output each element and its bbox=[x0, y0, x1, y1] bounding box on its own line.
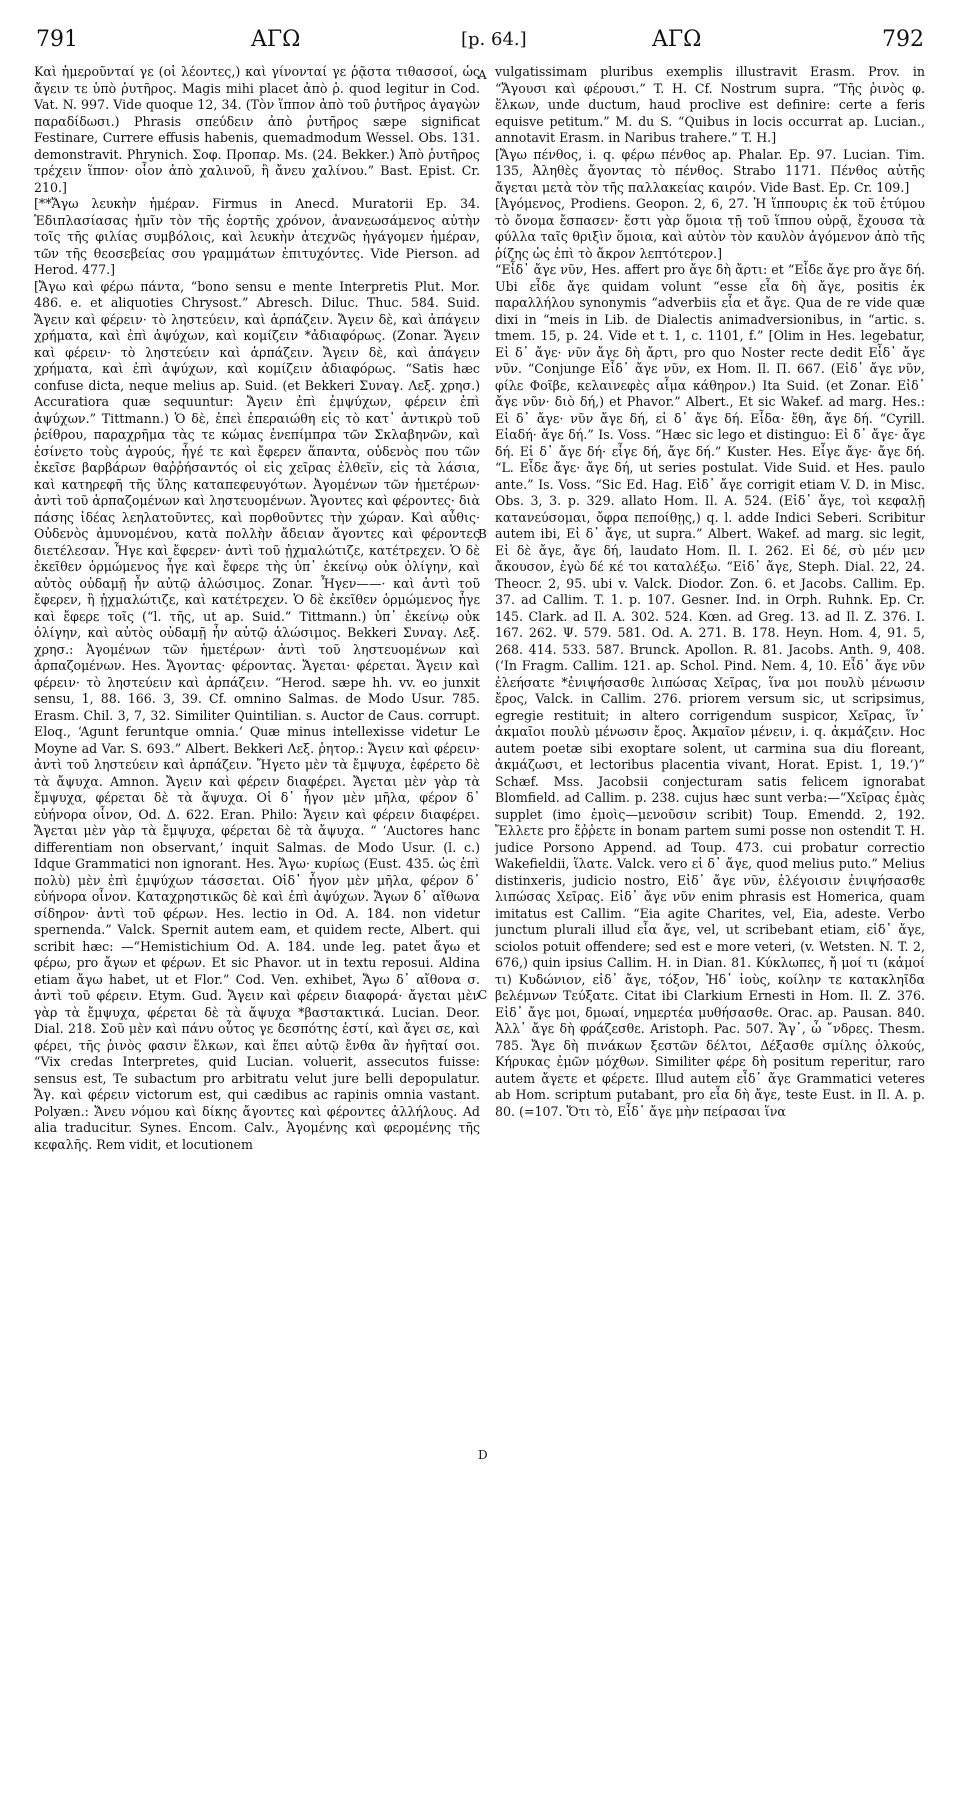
right-paragraph: “Εἶδ᾽ ἄγε νῦν, Hes. affert pro ἄγε δὴ ἄρτι: et “Εἶδε ἄγε pro ἄγε δή. Ubi εἶδε ἄγε quidam volunt “esse εἶα δὴ ἄγε, positis ἐκ παραλλήλου synonymis “adverbiis εἶα et ἄγε. Qua de re vide quæ dixi in “meis in Lib. de Dialectis animadversionibus, in “artic. s. tmem. 15, p. 24. Vide et t. 1, c. 1101, f.” [Olim in Hes. legebatur, Εἰ δ᾽ ἄγε· νῦν ἄγε δὴ ἄρτι, pro quo Noster recte dedit Εἶδ᾽ ἄγε νῦν. “Conjunge Εἶδ᾽ ἄγε νῦν, ex Hom. Il. Π. 667. (Εἰδ᾽ ἄγε νῦν, φίλε Φοῖβε, κελαινεφὲς αἷμα κάθηρον.) Ita Suid. (et Zonar. Εἰδ᾽ ἄγε νῦν· διὸ δή,) et Phavor.” Albert., Et sic Wakef. ad marg. Hes.: Εἰ δ᾽ ἄγε· νῦν ἄγε δή, εἰ δ᾽ ἄγε δή. Εἶδα· ἔθη, ἄγε δή. “Cyrill. Εἰαδή· ἄγε δή.” Is. Voss. “Hæc sic lego et distinguo: Εἰ δ᾽ ἄγε· ἄγε δή. Εἰ δ᾽ ἄγε δή· εἶγε δή, ἄγε δή.” Kuster. Hes. Εἶγε ἄγε· ἄγε δή. “L. Εἶδε ἄγε· ἄγε δή, ut series postulat. Vide Suid. et Hes. paulo ante.” Is. Voss. “Sic Ed. Hag. Εἰδ᾽ ἄγε corrigit etiam V. D. in Misc. Obs. 3, 3. p. 329. allato Hom. Il. A. 524. (Εἰδ᾽ ἄγε, τοὶ κεφαλῇ κατανεύσομαι, ὄφρα πεποίθῃς,) q. l. adde Indici Seberi. Scribitur autem ibi, Εἰ δ᾽ ἄγε, ut supra.” Albert. Wakef. ad marg. sic legit, Εἰ δὲ ἄγε, ἄγε δή, laudato Hom. Il. I. 262. Εἰ δέ, σὺ μέν μεν ἄκουσον, ἐγὼ δέ κέ τοι καταλέξω. “Εἰδ᾽ ἄγε, Steph. Dial. 22, 24. Theocr. 2, 95. ubi v. Valck. Diodor. Zon. 6. et Jacobs. Callim. Ep. 37. ad Callim. T. 1. p. 107. Gesner. Ind. in Orph. Ruhnk. Ep. Cr. 145. Clark. ad Il. A. 302. 524. Kœn. ad Greg. 13. ad Il. Z. 376. I. 167. 262. Ψ. 579. 581. Od. A. 271. B. 178. Heyn. Hom. 4, 91. 5, 268. 414. 533. 587. Brunck. Apollon. R. 81. Jacobs. Anth. 9, 408. (‘In Fragm. Callim. 121. ap. Schol. Pind. Nem. 4, 10. Εἶδ᾽ ἄγε νῦν ἐλεήσατε *ἐνιψήσασθε λιπώσας Χεῖρας, ἵνα μοι πουλὺ μένωσιν ἔρος, Valck. in Callim. 276. priorem versum sic, ut scripsimus, egregie restituit; in altero corrigendum suspicor, Χεῖρας, ἵν᾽ ἀκμαῖοι πουλὺ μένωσιν ἔρος. Ἀκμαῖον μένειν, i. q. ἀκμάζειν. Hoc autem poetæ sibi exoptare solent, ut carmina sua diu floreant, ἀκμάζωσι, et lectoribus placentia vivant, Horat. Epist. 1, 19.’)” Schæf. Mss. Jacobsii conjecturam satis felicem ignorabat Blomfield. ad Callim. p. 238. cujus hæc sunt verba:—“Χεῖρας ἐμὰς supplet (imo ἐμοὶς—μενοῦσιν scribit) Toup. Emendd. 2, 192. Ἔλλετε pro ἔῤῥετε in bonam partem sumi posse non ostendit T. H. judice Porsono Append. ad Toup. 473. cui probatur correctio Wakefieldii, ἵλατε. Valck. vero εἰ δ᾽ ἄγε, quod melius puto.” Melius distinxeris, judicio nostro, Εἰδ᾽ ἄγε νῦν, ἐλέγοισιν ἐνιψήσασθε λιπώσας Χεῖρας. Εἰδ᾽ ἄγε νῦν enim phrasis est Homerica, quam imitatus est Callim. “Eia agite Charites, vel, Eia, adeste. Verbo junctum plurali illud εἶα ἄγε, vel, ut scribebant etiam, εἰδ᾽ ἄγε, sciolos potuit offendere; sed est e more veteri, (v. Wetsten. N. T. 2, 676,) quin ipsius Callim. H. in Dian. 81. Κύκλωπες, ἤ μοί τι (κἀμοί τι) Κυδώνιον, εἰδ᾽ ἄγε, τόξον, Ἠδ᾽ ἰοὺς, κοίλην τε κατακληῖδα βελέμνων Τεύξατε. Citat ibi Clarkium Ernesti in Hom. Il. Z. 376. Εἰδ᾽ ἄγε μοι, δμωαί, νημερτέα μυθήσασθε. Orac. ap. Pausan. 840. Ἀλλ᾽ ἄγε δὴ φράζεσθε. Aristoph. Pac. 507. Ἄγ᾽, ὦ ῎νδρες. Thesm. 785. Ἄγε δὴ πινάκων ξεστῶν δέλτοι, Δέξασθε σμίλης ὁλκούς, Κήρυκας ἐμῶν μόχθων. Similiter φέρε δὴ positum reperitur, raro autem ἄγετε et φέρετε. Illud autem εἶδ᾽ ἄγε Grammatici veteres ab Hom. scriptum putabant, pro εἶα δὴ ἄγε, teste Eust. in Il. A. p. 80. (=107. Ὅτι τὸ, Εἶδ᾽ ἄγε μὴν πείρασαι ἵνα bbox=[495, 262, 925, 1119]
right-paragraph: [Ἄγω πένθος, i. q. φέρω πένθος ap. Phalar. Ep. 97. Lucian. Tim. 135, Ἀληθὲς ἄγοντας τὸ πένθος. Strabo 1171. Πένθος αὐτῆς ἄγεται μετὰ τὸν τῆς παλλακείας καιρόν. Vide Bast. Ep. Cr. 109.] bbox=[495, 146, 925, 195]
left-page-number: 791 bbox=[36, 27, 78, 52]
right-running-headword: ΑΓΩ bbox=[652, 27, 702, 52]
margin-letter-d: D bbox=[478, 1448, 488, 1462]
left-running-headword: ΑΓΩ bbox=[251, 27, 301, 52]
left-column bbox=[34, 64, 480, 1784]
margin-letter-b: B bbox=[478, 527, 487, 541]
page-header bbox=[36, 22, 924, 58]
left-paragraph: [**Ἄγω λευκὴν ἡμέραν. Firmus in Anecd. Muratorii Ep. 34. Ἐδιπλασίασας ἡμῖν τὸν τῆς ἑορτῆς χρόνον, ἀνανεωσάμενος αὐτὴν τοῖς τῆς φιλίας συμβόλοις, καὶ λευκὴν ἀτεχνῶς ἠγάγομεν ἡμέραν, τῶν τῆς θεοσεβείας σου γραμμάτων ἐπιτυχόντες. Vide Pierson. ad Herod. 477.] bbox=[34, 196, 480, 277]
right-paragraph: [Ἀγόμενος, Prodiens. Geopon. 2, 6, 27. Ἡ ἵππουρις ἐκ τοῦ ἐτύμου τὸ ὄνομα ἔσπασεν· ἔστι γὰρ ὅμοια τῇ τοῦ ἵππου οὐρᾷ, ἔχουσα τὰ φύλλα ταῖς θριξὶν ὅμοια, καὶ αὐτὸν τὸν καυλὸν ἀγόμενον ἀπὸ τῆς ῥίζης ὡς ἐπὶ τὸ ἄκρον λεπτότερον.] bbox=[495, 196, 925, 261]
center-page-reference: [p. 64.] bbox=[461, 29, 527, 50]
left-paragraph: Καὶ ἡμεροῦνταί γε (οἱ λέοντες,) καὶ γίνονταί γε ῥᾷστα τιθασσοί, ὡς ἄγειν τε ὑπὸ ῥυτῆρος. Magis mihi placet ἀπὸ ῥ. quod legitur in Cod. Vat. N. 997. Vide quoque 12, 34. (Τὸν ἵππον ἀπὸ τοῦ ῥυτῆρος ἀγαγὼν παραδίδωσι.) Phrasis σπεύδειν ἀπὸ ῥυτῆρος sæpe significat Festinare, Currere effusis habenis, quemadmodum Wessel. Obs. 131. demonstravit. Phrynich. Σοφ. Προπαρ. Ms. (24. Bekker.) Ἀπὸ ῥυτῆρος τρέχειν ἵππον· οἷον ἀπὸ χαλινοῦ, ἢ ἄνευ χαλίνου.” Bast. Epist. Cr. 210.] bbox=[34, 64, 480, 195]
left-paragraph: [Ἄγω καὶ φέρω πάντα, “bono sensu e mente Interpretis Plut. Mor. 486. e. et aliquoties Chrysost.” Abresch. Diluc. Thuc. 584. Suid. Ἄγειν καὶ φέρειν· τὸ ληστεύειν, καὶ ἁρπάζειν. Ἄγειν δὲ, καὶ ἀπάγειν χρήματα, καὶ ἐπὶ ἀψύχων, καὶ κομίζειν *ἀδιαφόρως. (Zonar. Ἄγειν καὶ φέρειν· τὸ ληστεύειν καὶ ἁρπάζειν. Ἄγειν δὲ, καὶ ἀπάγειν χρήματα, καὶ ἐπὶ ἀψύχων, καὶ κομίζειν ἀδιαφόρως. “Satis hæc confuse dicta, neque melius ap. Suid. (et Bekkeri Συναγ. Λεξ. χρησ.) Accuratiora quæ sequuntur: Ἄγειν ἐπὶ ἐμψύχων, φέρειν ἐπὶ ἀψύχων.” Tittmann.) Ὁ δὲ, ἐπεὶ ἐπεραιώθη εἰς τὸ κατ᾽ ἀντικρὺ τοῦ ῥείθρου, παραχρῆμα τὰς τε κώμας ἐνεπίμπρα τῶν Σκλαβηνῶν, καὶ ἐσίνετο τοὺς ἀγρούς, ἦγέ τε καὶ ἔφερεν ἅπαντα, οὐδενὸς που τῶν ἐκεῖσε βαρβάρων θαῤῥήσαντός οἱ εἰς χεῖρας ἐλθεῖν, εἰς τὰ λάσια, καὶ κατηρεφῆ τῆς ὕλης καταπεφευγότων. Ἀγομένων τῶν ἡμετέρων· ἀντὶ τοῦ ἁρπαζομένων καὶ ληστευομένων. Ἄγοντες καὶ φέροντες· διὰ πάσης ἰδέας λεηλατοῦντες, καὶ πορθοῦντες τὴν χώραν. Καὶ αὖθις· Οὐδενὸς ἀμυνομένου, κατὰ πολλὴν ἄδειαν ἄγοντες καὶ φέροντες διετέλεσαν. Ἦγε καὶ ἔφερεν· ἀντὶ τοῦ ᾐχμαλώτιζε, κατέτρεχεν. Ὁ δὲ ἐκεῖθεν ὁρμώμενος ἦγε καὶ ἔφερε τὴς ὑπ᾽ ἐκείνῳ οὐκ ὀλίγην, καὶ αὐτὸς οὐδαμῇ ἦν αὐτῷ ἁλώσιμος. Zonar. Ἦγεν——· καὶ ἀντὶ τοῦ ἔφερεν, ἢ ᾐχμαλώτιζε, καὶ κατέτρεχεν. Ὁ δὲ ἐκεῖθεν ὁρμώμενος ἦγε καὶ ἔφερε τοῖς (“l. τῆς, ut ap. Suid.” Tittmann.) ὑπ᾽ ἐκείνῳ οὐκ ὀλίγην, καὶ αὐτὸς οὐδαμῇ ἦν αὐτῷ ἁλώσιμος. Bekkeri Συναγ. Λεξ. χρησ.: Ἀγομένων τῶν ἡμετέρων· ἀντὶ τοῦ ληστευομένων καὶ ἁρπαζομένων. Hes. Ἄγοντας· φέροντας. Ἄγεται· φέρεται. Ἄγειν καὶ φέρειν· τὸ ληστεύειν καὶ ἁρπάζειν. “Herod. sæpe hh. vv. eo junxit sensu, 1, 88. 166. 3, 39. Cf. omnino Salmas. de Modo Usur. 785. Erasm. Chil. 3, 7, 32. Similiter Quintilian. s. Auctor de Caus. corrupt. Eloq., ‘Agunt feruntque omnia.’ Quæ minus intellexisse videtur Le Moyne ad Var. S. 693.” Albert. Bekkeri Λεξ. ῥητορ.: Ἄγειν καὶ φέρειν· ἀντὶ τοῦ ληστεύειν καὶ ἁρπάζειν. Ἤγετο μὲν τὰ ἔμψυχα, ἐφέρετο δὲ τὰ ἄψυχα. Amnon. Ἄγειν καὶ φέρειν διαφέρει. Ἄγεται μὲν γὰρ τὰ ἔμψυχα, φέρεται δὲ τὰ ἄψυχα. Οἱ δ᾽ ἦγον μὲν μῆλα, φέρον δ᾽ εὐήνορα οἶνον, Od. Δ. 622. Eran. Philo: Ἄγειν καὶ φέρειν διαφέρει. Ἄγεται μὲν γὰρ τὰ ἔμψυχα, φέρεται δὲ τὰ ἄψυχα. “ ‘Auctores hanc differentiam non observant,’ inquit Salmas. de Modo Usur. (l. c.) Idque Grammatici non ignorant. Hes. Ἄγω· κυρίως (Eust. 435. ὡς ἐπὶ πολὺ) μὲν ἐπὶ ἐμψύχων τάσσεται. Οἱδ᾽ ἦγον μὲν μῆλα, φέρον δ᾽ εὐήνορα οἶνον. Καταχρηστικῶς δὲ καὶ ἐπὶ ἀψύχων. Ἄγων δ᾽ αἴθωνα σίδηρον· ἀντὶ τοῦ φέρων. Hes. lectio in Od. A. 184. non videtur spernenda.” Valck. Spernit autem eam, et quidem recte, Albert. qui scribit hæc: —“Hemistichium Od. A. 184. unde leg. patet ἄγω et φέρω, pro ἄγων et φέρων. Et sic Phavor. ut in textu reposui. Aldina etiam ἄγω habet, ut et Flor.” Cod. Ven. exhibet, Ἄγω δ᾽ αἴθονα σ. ἀντὶ τοῦ φέρειν. Etym. Gud. Ἄγειν καὶ φέρειν διαφορά· ἄγεται μὲν γὰρ τὰ ἔμψυχα, φέρεται δὲ τὰ ἄψυχα *βαστακτικά. Lucian. Deor. Dial. 218. Σοῦ μὲν καὶ πάνυ οὗτος γε δεσπότης ἐστί, καὶ ἄγει σε, καὶ φέρει, τῆς ῥινὸς φασιν ἕλκων, καὶ ἕπει αὐτῷ ἔνθα ἂν ἡγῆταί σοι. “Vix credas Interpretes, quid Lucian. voluerit, assecutos fuisse: sensus est, Te subactum pro arbitratu velut jure belli depopulatur. Ἄγ. καὶ φέρειν victorum est, qui cædibus ac rapinis omnia vastant. Polyæn.: Ἄνευ νόμου καὶ δίκης ἄγοντες καὶ φέροντες ἀλλήλους. Ad alia traducitur. Synes. Encom. Calv., Ἀγομένης καὶ φερομένης τῆς κεφαλῆς. Rem vidit, et locutionem bbox=[34, 278, 480, 1152]
margin-letter-a: A bbox=[478, 68, 487, 82]
right-paragraph: vulgatissimam pluribus exemplis illustravit Erasm. Prov. in “Ἄγουσι καὶ φέρουσι.” T. H. Cf. Nostrum supra. “Τῆς ῥινὸς φ. ἕλκων, unde ductum, haud proclive est definire: certe a feris equisve petitum.” M. du S. “Quibus in locis occurrat ap. Lucian., annotavit Erasm. in Naribus trahere.” T. H.] bbox=[495, 64, 925, 145]
margin-letter-c: C bbox=[478, 988, 488, 1002]
right-page-number: 792 bbox=[882, 27, 924, 52]
right-column bbox=[495, 64, 925, 1784]
